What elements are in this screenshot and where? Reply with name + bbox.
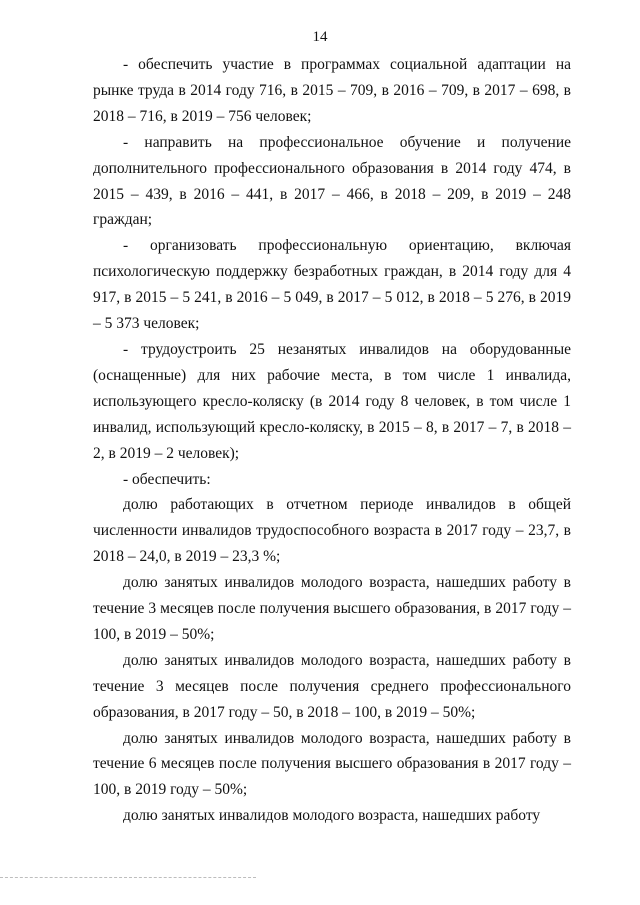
- paragraph-share-working-disabled: долю работающих в отчетном периоде инвалидов в общей численности инвалидов трудоспособного возраста в 2017 году – 23,7, в 2018 – 24,0, в 2019 – 23,3 %;: [93, 496, 571, 566]
- paragraph-employ-disabled: - трудоустроить 25 незанятых инвалидов на оборудованные (оснащенные) для них рабочие места, в том числе 1 инвалида, использующего кресло-коляску (в 2014 году 8 человек, в том числе 1 инвалид, использующий кресло-коляску, в 2015 – 8, в 2017 – 7, в 2018 – 2, в 2019 – 2 человек);: [93, 340, 571, 462]
- paragraph-career-guidance: - организовать профессиональную ориентацию, включая психологическую поддержку безработных граждан, в 2014 году для 4 917, в 2015 – 5 241, в 2016 – 5 049, в 2017 – 5 012, в 2018 – 5 276, в 2019 – 5 373 человек;: [93, 237, 571, 333]
- paragraph-share-continued: долю занятых инвалидов молодого возраста, нашедших работу: [123, 807, 541, 825]
- paragraph-share-higher-edu-6m: долю занятых инвалидов молодого возраста, нашедших работу в течение 6 месяцев после получения высшего образования в 2017 году – 100, в 2019 году – 50%;: [93, 729, 571, 799]
- paragraph-share-secondary-edu-3m: долю занятых инвалидов молодого возраста, нашедших работу в течение 3 месяцев после получения среднего профессионального образования, в 2017 году – 50, в 2018 – 100, в 2019 – 50%;: [93, 651, 571, 721]
- page-number: 14: [312, 29, 328, 45]
- paragraph-social-adaptation: - обеспечить участие в программах социальной адаптации на рынке труда в 2014 году 716, в 2015 – 709, в 2016 – 709, в 2017 – 698, в 2018 – 716, в 2019 – 756 человек;: [93, 56, 571, 125]
- paragraph-share-higher-edu-3m: долю занятых инвалидов молодого возраста, нашедших работу в течение 3 месяцев после получения высшего образования, в 2017 году – 100, в 2019 – 50%;: [93, 574, 571, 643]
- footer-divider: [0, 877, 256, 878]
- paragraph-ensure-heading: - обеспечить:: [123, 470, 211, 488]
- paragraph-professional-training: - направить на профессиональное обучение и получение дополнительного профессионального образования в 2014 году 474, в 2015 – 439, в 2016 – 441, в 2017 – 466, в 2018 – 209, в 2019 – 248 граждан;: [93, 133, 571, 229]
- document-body: [93, 52, 571, 829]
